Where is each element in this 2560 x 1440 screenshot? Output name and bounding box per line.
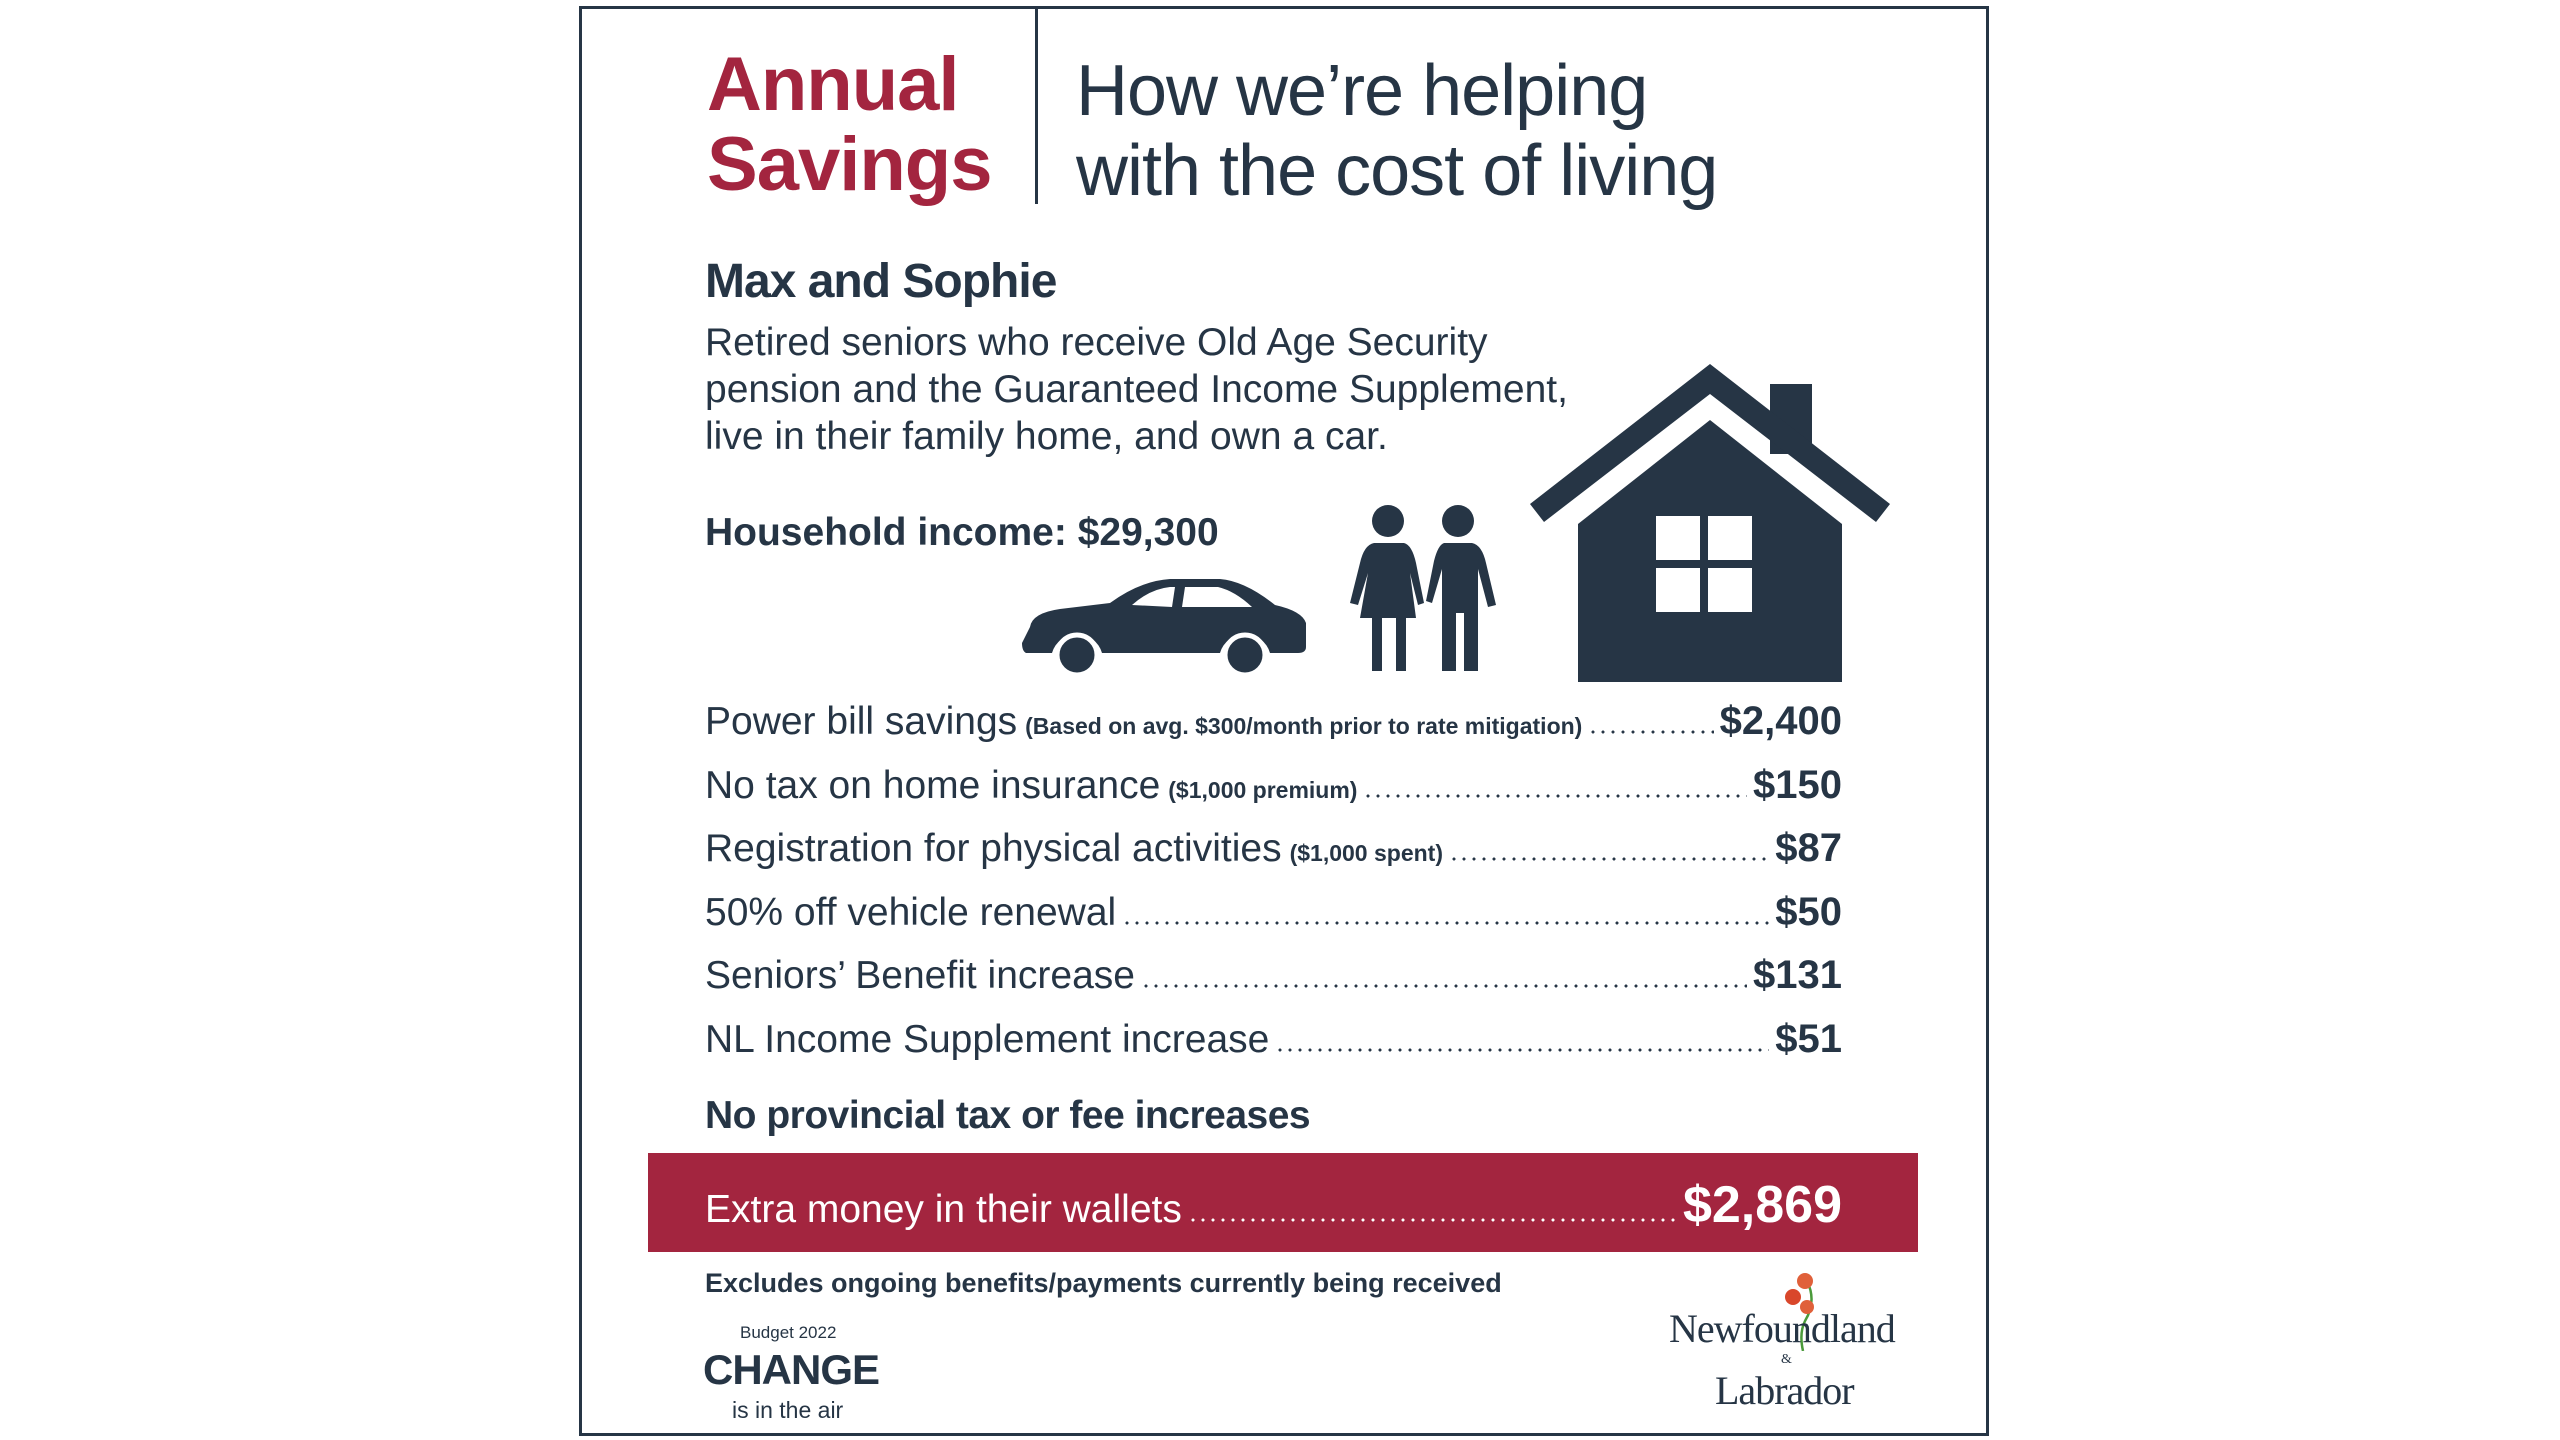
couple-icon bbox=[1346, 503, 1502, 673]
change-tagline: is in the air bbox=[732, 1397, 844, 1423]
household-income: Household income: $29,300 bbox=[705, 511, 1219, 554]
logo-ampersand: & bbox=[1781, 1352, 1792, 1367]
dot-leader bbox=[1122, 921, 1769, 925]
savings-item-income-supplement bbox=[705, 1017, 1842, 1081]
savings-item-seniors-benefit bbox=[705, 953, 1842, 1017]
description-line: Retired seniors who receive Old Age Security bbox=[705, 321, 1488, 364]
item-amount: $51 bbox=[1775, 1016, 1842, 1061]
item-amount: $50 bbox=[1775, 889, 1842, 934]
item-amount: $87 bbox=[1775, 826, 1842, 870]
item-amount: $150 bbox=[1753, 762, 1842, 807]
title-divider bbox=[1035, 9, 1038, 204]
savings-item-power-bill bbox=[705, 699, 1842, 763]
house-icon bbox=[1530, 364, 1890, 684]
item-label: Power bill savings bbox=[705, 700, 1018, 743]
logo-line2: Labrador bbox=[1715, 1368, 1854, 1413]
infographic-card bbox=[579, 6, 1989, 1436]
title-line2: with the cost of living bbox=[1076, 131, 1718, 211]
dot-leader bbox=[1141, 984, 1747, 988]
savings-item-vehicle-renewal bbox=[705, 890, 1842, 954]
item-amount: $131 bbox=[1753, 953, 1842, 997]
item-label: 50% off vehicle renewal bbox=[705, 890, 1117, 934]
dot-leader bbox=[1588, 730, 1713, 734]
title-red-line2: Savings bbox=[707, 122, 992, 207]
household-names: Max and Sophie bbox=[705, 255, 1057, 308]
title-red-line1: Annual bbox=[707, 42, 959, 127]
item-note: (Based on avg. $300/month prior to rate mitigation) bbox=[1025, 713, 1583, 739]
item-label: No tax on home insurance bbox=[705, 763, 1161, 807]
total-row bbox=[705, 1175, 1842, 1235]
item-note: ($1,000 premium) bbox=[1168, 776, 1358, 803]
item-label: Registration for physical activities bbox=[705, 827, 1282, 870]
savings-item-physical-activities bbox=[705, 826, 1842, 890]
title-line1: How we’re helping bbox=[1076, 51, 1648, 131]
item-amount: $2,400 bbox=[1719, 699, 1842, 743]
car-icon bbox=[1020, 577, 1310, 673]
description-line: live in their family home, and own a car. bbox=[705, 415, 1388, 458]
annual-savings-title bbox=[707, 42, 992, 207]
item-label: Seniors’ Benefit increase bbox=[705, 954, 1135, 997]
dot-leader bbox=[1449, 857, 1769, 861]
dot-leader bbox=[1363, 794, 1747, 798]
total-amount: $2,869 bbox=[1682, 1176, 1842, 1234]
item-label: NL Income Supplement increase bbox=[705, 1017, 1270, 1061]
dot-leader bbox=[1275, 1048, 1769, 1052]
item-note: ($1,000 spent) bbox=[1289, 840, 1443, 866]
footnote: Excludes ongoing benefits/payments currently being received bbox=[705, 1268, 1502, 1298]
total-label: Extra money in their wallets bbox=[705, 1188, 1182, 1231]
no-increase-note: No provincial tax or fee increases bbox=[705, 1094, 1311, 1137]
dot-leader bbox=[1188, 1218, 1677, 1222]
savings-item-home-insurance bbox=[705, 763, 1842, 827]
logo-line1: Newfoundland bbox=[1669, 1306, 1895, 1351]
change-logo-text: CHANGE bbox=[703, 1346, 880, 1393]
nl-government-logo bbox=[1669, 1271, 1919, 1421]
household-description bbox=[705, 319, 1568, 460]
total-banner bbox=[648, 1153, 1918, 1252]
savings-list bbox=[705, 699, 1842, 1080]
description-line: pension and the Guaranteed Income Supplement, bbox=[705, 368, 1568, 411]
budget-year: Budget 2022 bbox=[740, 1323, 837, 1342]
page-title bbox=[1076, 51, 1717, 211]
